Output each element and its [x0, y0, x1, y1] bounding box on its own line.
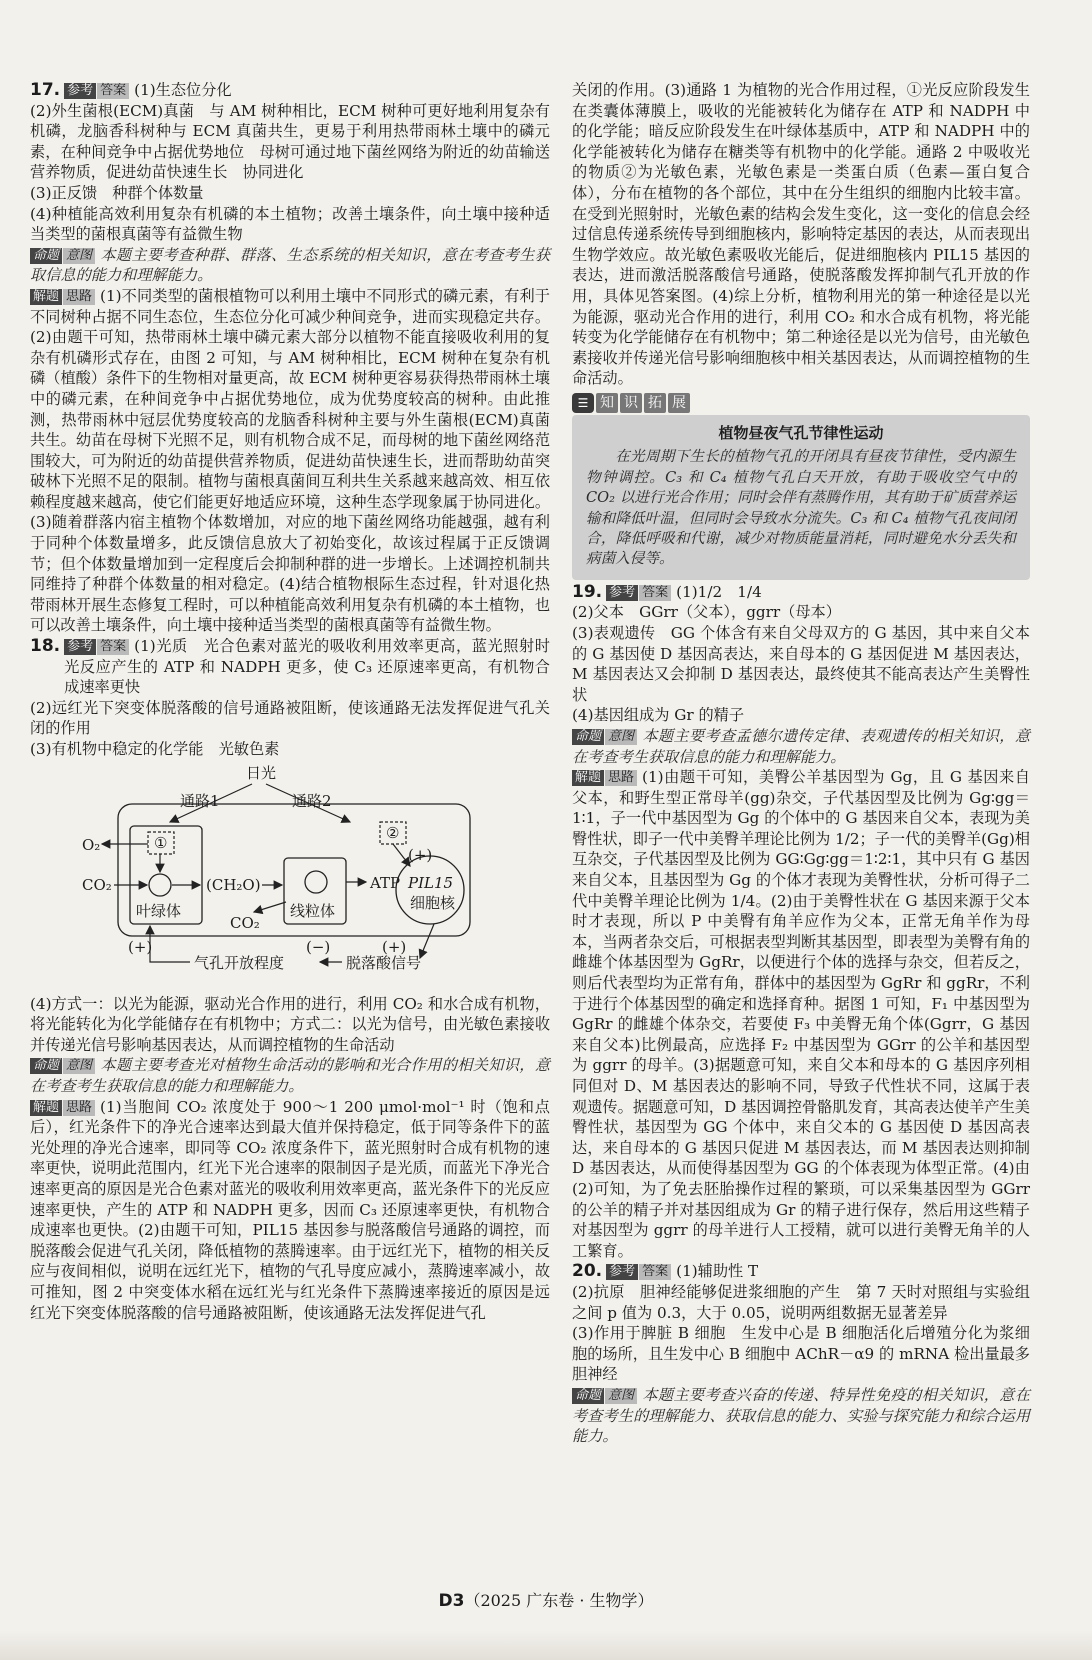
- q17-header: [30, 80, 550, 101]
- q19-answer-3: (3)表观遗传 GG 个体含有来自父母双方的 G 基因，其中来自父本的 G 基因使 D 基因高表达，来自母本的 G 基因促进 M 基因表达，M 基因表达又会抑制 D 基因表达，最终使其不能高表达产生美臀性状: [572, 623, 1030, 704]
- path1-label: 通路1: [180, 791, 220, 810]
- answer-tag: 参考 答案: [64, 81, 130, 99]
- circle1-label: ①: [154, 833, 168, 852]
- q18-intent: 命题 意图 本题主要考查光对植物生命活动的影响和光合作用的相关知识，意在考查考生获取信息的能力和理解能力。: [30, 1056, 550, 1095]
- q17-answer-4: (4)种植能高效利用复杂有机磷的本土植物；改善土壤条件，向土壤中接种适当类型的菌根真菌等有益微生物: [30, 204, 550, 244]
- sun-label: 日光: [246, 763, 277, 782]
- answer-tag: 参考 答案: [64, 637, 130, 655]
- knowledge-title: 植物昼夜气孔节律性运动: [718, 423, 884, 442]
- q17-answer-1: (1)生态位分化: [134, 81, 232, 99]
- box2-label: ②: [386, 823, 400, 842]
- q19-header: [572, 582, 1030, 603]
- q19-answer-4: (4)基因组成为 Gr 的精子: [572, 706, 745, 725]
- knowledge-extension-header: ☰ 知 识 拓 展: [572, 393, 1030, 413]
- q20-answer-2: (2)抗原 胆神经能够促进浆细胞的产生 第 7 天时对照组与实验组之间 p 值为 0.3，大于 0.05，说明两组数据无显著差异: [572, 1282, 1030, 1322]
- q20-intent: 命题 意图 本题主要考查兴奋的传递、特异性免疫的相关知识，意在考查考生的理解能力、获取信息的能力、实验与探究能力和综合运用能力。: [572, 1385, 1030, 1446]
- q19-number: 19.: [572, 581, 603, 602]
- plus-label-2: (+): [128, 937, 153, 956]
- atp-label: ATP: [370, 873, 401, 892]
- q17-number: 17.: [30, 80, 61, 100]
- plus-label-1: (+): [408, 845, 433, 864]
- q20-answer-1: (1)辅助性 T: [676, 1262, 759, 1281]
- answer-tag: 参考 答案: [606, 583, 672, 601]
- nucleus-label: 细胞核: [410, 893, 456, 912]
- chloroplast-label: 叶绿体: [136, 901, 182, 920]
- answer-tag: 参考 答案: [606, 1262, 672, 1280]
- q20-answer-3: (3)作用于脾脏 B 细胞 生发中心是 B 细胞活化后增殖分化为浆细胞的场所，且生发中心 B 细胞中 AChR－α9 的 mRNA 检出量最多 胆神经: [572, 1324, 1046, 1384]
- q18-answer-4: (4)方式一：以光为能源，驱动光合作用的进行，利用 CO₂ 和水合成有机物，将光能转化为化学能储存在有机物中；方式二：以光为信号，由光敏色素接收并传递光信号影响基因表达，从而调控植物的生命活动: [30, 994, 550, 1054]
- book-icon: ☰: [572, 393, 594, 413]
- co2-out-label: CO₂: [230, 913, 260, 932]
- o2-label: O₂: [82, 835, 101, 854]
- page-code: D3: [438, 1591, 465, 1611]
- q19-answer-2: (2)父本 GGrr（父本），ggrr（母本）: [572, 603, 841, 622]
- plus-label-3: (+): [382, 937, 407, 956]
- co2-in-label: CO₂: [82, 875, 112, 894]
- left-column: [30, 80, 550, 1323]
- q18-answer-1: (1)光质 光合色素对蓝光的吸收利用效率更高，蓝光照射时光反应产生的 ATP 和 NADPH 更多，使 C₃ 还原速率更高，有机物合成速率更快: [64, 637, 550, 697]
- light-pathway-diagram: [30, 762, 510, 992]
- q20-number: 20.: [572, 1261, 603, 1282]
- bottom-edge: [0, 1630, 1092, 1660]
- q18-answer-3: (3)有机物中稳定的化学能 光敏色素: [30, 740, 280, 758]
- mito-label: 线粒体: [290, 901, 336, 920]
- path2-label: 通路2: [292, 791, 332, 810]
- q17-answer-2: (2)外生菌根(ECM)真菌 与 AM 树种相比，ECM 树种可更好地利用复杂有机磷，龙脑香科树种与 ECM 真菌共生，更易于利用热带雨林土壤中的磷元素，在种间竞争中占据优势地位 母树可通过地下菌丝网络为附近的幼苗输送营养物质，促进幼苗快速生长 协同进化: [30, 101, 550, 182]
- minus-label: (−): [306, 937, 331, 956]
- right-column: [572, 80, 1046, 1447]
- page-footer: [0, 1588, 1092, 1611]
- ch2o-label: (CH₂O): [206, 875, 261, 894]
- q19-answer-1: (1)1/2 1/4: [676, 582, 762, 601]
- q18-answer-2: (2)远红光下突变体脱落酸的信号通路被阻断，使该通路无法发挥促进气孔关闭的作用: [30, 698, 550, 738]
- q17-analysis: 解题 思路 (1)不同类型的菌根植物可以利用土壤中不同形式的磷元素，有利于不同树种占据不同生态位，生态位分化可减少种间竞争，进而实现稳定共存。(2)由题干可知，热带雨林土壤中磷元素大部分以植物不能直接吸收利用的复杂有机磷形式存在，由图 2 可知，与 AM 树种相比，ECM 树种在复杂有机磷（植酸）条件下的生物相对量更高，故 ECM 树种更容易获得热带雨林土壤中的磷元素，在种间竞争中占据优势地位，成为优势度较高的树种。由此推测，热带雨林中冠层优势度较高的龙脑香科树种主要与外生菌根(ECM)真菌共生。幼苗在母树下光照不足，则有机物合成不足，而母树的地下菌丝网络范围较大，可为附近的幼苗提供营养物质，促进幼苗快速生长，进而帮助幼苗突破林下光照不足的限制。植物与菌根真菌间互利共生关系越来越高效、相互依赖程度越来越高，使它们能更好地适应环境，这种生态学现象属于协同进化。(3)随着群落内宿主植物个体数增加，对应的地下菌丝网络功能越强，越有利于同种个体数量增多，此反馈信息放大了初始变化，故该过程属于正反馈调节；但个体数量增加到一定程度后会抑制种群的进一步增长。上述调控机制共同维持了种群个体数量的相对稳定。(4)结合植物根际生态过程，针对退化热带雨林开展生态修复工程时，可以种植能高效利用复杂有机磷的本土植物，也可以改善土壤条件，向土壤中接种适当类型的菌根真菌等有益微生物。: [30, 286, 550, 635]
- q18-number: 18.: [30, 636, 61, 657]
- q19-analysis: 解题 思路 (1)由题干可知，美臀公羊基因型为 Gg，且 G 基因来自父本，和野生型正常母羊(gg)杂交，子代基因型及比例为 Gg∶gg＝1∶1，子一代中基因型为 Gg 的个体中的 G 基因来自父本，表现为美臀性状，即子一代中美臀羊理论比例为 1/2；子一代的美臀羊(Gg)相互杂交，子代基因型及比例为 GG∶Gg∶gg＝1∶2∶1，其中只有 G 基因来自父本，且基因型为 Gg 的个体才表现为美臀性状，分析可得子二代中美臀羊理论比例为 1/4。(2)由于美臀性状在 G 基因来源于父本时才表现，所以 P 中美臀有角羊应作为父本，正常无角羊作为母本，当两者杂交后，可根据表型判断其基因型，即表型为美臀有角的雌雄个体基因型为 GgRr，以便进行个体的选择与杂交，但若反之，则后代表型均为正常有角，群体中的基因型为 GgRr 和 ggRr，不利于进行个体基因型的确定和选择育种。据图 1 可知，F₁ 中基因型为 GgRr 的雌雄个体杂交，若要使 F₃ 中美臀无角个体(Ggrr，G 基因来自父本)比例最高，应选择 F₂ 中基因型为 GGrr 的公羊和基因型为 ggrr 的母羊。(3)据题意可知，来自父本和母本的 G 基因序列相同但对 D、M 基因表达的影响不同，导致子代性状不同，这属于表观遗传。据题意可知，D 基因调控骨骼肌发育，其高表达使羊产生美臀性状，基因型为 GG 个体中，来自父本的 G 基因使 D 基因高表达，来自母本的 G 基因只促进 M 基因表达，而 M 基因表达则抑制 D 基因表达，从而使得基因型为 GG 的个体表现为体型正常。(4)由(2)可知，为了免去胚胎操作过程的繁琐，可以采集基因型为 GGrr 的公羊的精子并对基因组成为 Gr 的精子进行保存，然后用这些精子对基因型为 ggrr 的母羊进行人工授精，就可以进行美臀无角羊的人工繁育。: [572, 768, 1030, 1260]
- q18-analysis: 解题 思路 (1)当胞间 CO₂ 浓度处于 900～1 200 μmol·mol⁻¹ 时（饱和点后），红光条件下的净光合速率达到最大值并保持稳定，低于同等条件下的蓝光处理的净光合速率，即同等 CO₂ 浓度条件下，蓝光照射时合成有机物的速率更快，说明此范围内，红光下光合速率的限制因子是光质，而蓝光下净光合速率更高的原因是光合色素对蓝光的吸收利用效率更高，蓝光条件下的光反应速率更快，产生的 ATP 和 NADPH 更多，因而 C₃ 还原速率更快，有机物合成速率也更快。(2)由题干可知，PIL15 基因参与脱落酸信号通路的调控，而脱落酸会促进气孔关闭，降低植物的蒸腾速率。由于远红光下，植物的相关反应与夜间相似，说明在远红光下，植物的气孔导度应减小，蒸腾速率减小，故可推知，图 2 中突变体水稻在远红光与红光条件下蒸腾速率接近的原因是远红光下突变体脱落酸的信号通路被阻断，使该通路无法发挥促进气孔: [30, 1097, 550, 1322]
- footer-text: （2025 广东卷 · 生物学）: [464, 1591, 654, 1610]
- q17-intent: 命题 意图 本题主要考查种群、群落、生态系统的相关知识，意在考查考生获取信息的能力和理解能力。: [30, 245, 550, 285]
- q19-intent: 命题 意图 本题主要考查孟德尔遗传定律、表观遗传的相关知识，意在考查考生获取信息的能力和理解能力。: [572, 726, 1030, 766]
- aba-label: 脱落酸信号: [346, 953, 422, 972]
- q18-analysis-continued: 关闭的作用。(3)通路 1 为植物的光合作用过程，①光反应阶段发生在类囊体薄膜上，吸收的光能被转化为储存在 ATP 和 NADPH 中的化学能；暗反应阶段发生在叶绿体基质中，ATP 和 NADPH 中的化学能被转化为储存在糖类等有机物中的化学能。通路 2 中吸收光的物质②为光敏色素，光敏色素是一类蛋白质（色素—蛋白复合体），分布在植物的各个部位，其中在分生组织的细胞内比较丰富。在受到光照射时，光敏色素的结构会发生变化，这一变化的信息会经过信息传递系统传导到细胞核内，影响特定基因的表达，从而表现出生物学效应。故光敏色素吸收光能后，促进细胞核内 PIL15 基因的表达，进而激活脱落酸信号通路，使脱落酸发挥抑制气孔开放的作用，具体见答案图。(4)综上分析，植物利用光的第一种途径是以光为能源，驱动光合作用的进行，利用 CO₂ 和水合成有机物，将光能转变为化学能储存在有机物中；第二种途径是以光为信号，由光敏色素接收并传递光信号影响细胞核中相关基因表达，从而调控植物的生命活动。: [572, 81, 1030, 388]
- stomata-label: 气孔开放程度: [194, 953, 285, 972]
- pil15-label: PIL15: [408, 873, 454, 892]
- knowledge-body: 在光周期下生长的植物气孔的开闭具有昼夜节律性，受内源生物钟调控。C₃ 和 C₄ 植物气孔白天开放，有助于吸收空气中的 CO₂ 以进行光合作用；同时会伴有蒸腾作用，其有助于矿质营养运输和降低叶温，但同时会导致水分流失。C₃ 和 C₄ 植物气孔夜间闭合，降低呼吸和代谢，减少对物质能量消耗，同时避免水分丢失和病菌入侵等。: [586, 448, 1016, 568]
- knowledge-extension-box: [572, 415, 1030, 580]
- q18-header: [30, 636, 550, 698]
- q17-answer-3: (3)正反馈 种群个体数量: [30, 183, 204, 202]
- q20-header: [572, 1261, 1030, 1282]
